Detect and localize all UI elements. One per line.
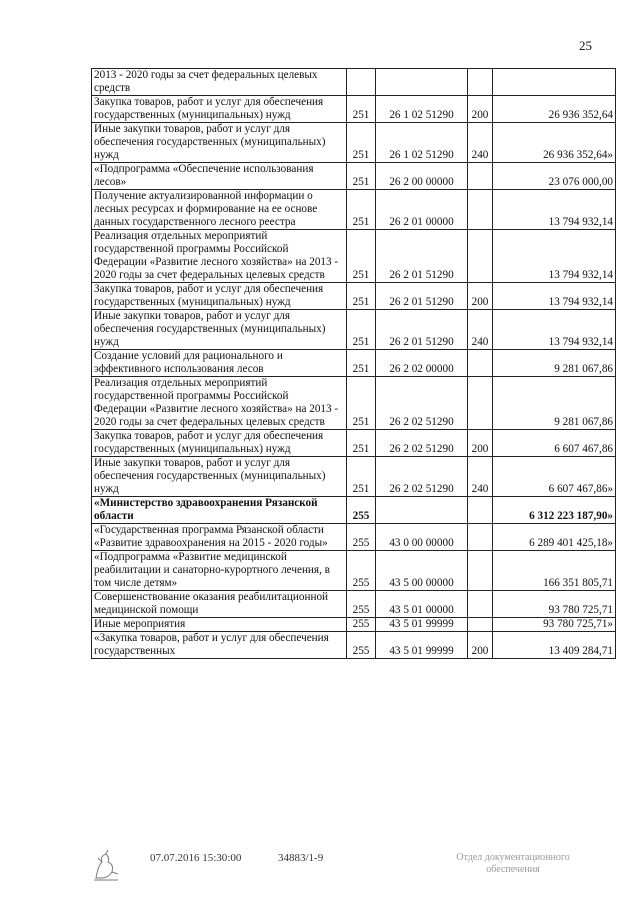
row-amount: 13 794 932,14: [493, 310, 616, 350]
row-gov-code: 251: [347, 163, 376, 190]
row-csr-code: 26 2 01 51290: [376, 310, 468, 350]
row-vr-code: [468, 591, 493, 618]
row-csr-code: [376, 497, 468, 524]
row-csr-code: 26 2 02 51290: [376, 457, 468, 497]
stamp-line-2: обеспечения: [486, 864, 540, 875]
row-vr-code: 200: [468, 430, 493, 457]
row-amount: 13 409 284,71: [493, 632, 616, 659]
row-amount: 6 607 467,86»: [493, 457, 616, 497]
budget-table: [91, 68, 616, 659]
table-row: [92, 310, 616, 350]
row-amount: 26 936 352,64: [493, 96, 616, 123]
row-vr-code: 200: [468, 632, 493, 659]
stamp-line-1: Отдел документационного: [456, 852, 570, 863]
row-description: Закупка товаров, работ и услуг для обеспечения государственных (муниципальных) нужд: [92, 430, 347, 457]
row-description: Закупка товаров, работ и услуг для обеспечения государственных (муниципальных) нужд: [92, 96, 347, 123]
footer-doc-id: 34883/1-9: [278, 852, 324, 864]
row-amount: 13 794 932,14: [493, 230, 616, 283]
row-vr-code: [468, 618, 493, 632]
budget-table-body: [92, 69, 616, 659]
footer-datetime: 07.07.2016 15:30:00: [150, 852, 242, 864]
row-vr-code: [468, 497, 493, 524]
row-vr-code: 200: [468, 96, 493, 123]
row-gov-code: 251: [347, 310, 376, 350]
row-description: Реализация отдельных мероприятий государственной программы Российской Федерации «Развитие лесного хозяйства» на 2013 - 2020 годы за счет федеральных целевых средств: [92, 377, 347, 430]
table-row: [92, 230, 616, 283]
row-vr-code: [468, 190, 493, 230]
table-row: [92, 430, 616, 457]
registration-stamp: [428, 852, 598, 876]
row-description: Реализация отдельных мероприятий государственной программы Российской Федерации «Развитие лесного хозяйства» на 2013 - 2020 годы за счет федеральных целевых средств: [92, 230, 347, 283]
row-description: «Подпрограмма «Развитие медицинской реабилитации и санаторно-курортного лечения, в том числе детям»: [92, 551, 347, 591]
row-csr-code: 26 1 02 51290: [376, 96, 468, 123]
row-vr-code: [468, 377, 493, 430]
table-row: [92, 618, 616, 632]
row-gov-code: 251: [347, 190, 376, 230]
row-gov-code: 255: [347, 524, 376, 551]
row-amount: 166 351 805,71: [493, 551, 616, 591]
row-amount: 13 794 932,14: [493, 283, 616, 310]
table-row: [92, 283, 616, 310]
row-csr-code: 26 2 01 00000: [376, 190, 468, 230]
row-csr-code: 26 2 01 51290: [376, 283, 468, 310]
row-description: «Закупка товаров, работ и услуг для обеспечения государственных: [92, 632, 347, 659]
row-description: Иные мероприятия: [92, 618, 347, 632]
row-csr-code: 26 2 01 51290: [376, 230, 468, 283]
row-gov-code: 251: [347, 377, 376, 430]
row-amount: 26 936 352,64»: [493, 123, 616, 163]
row-gov-code: 255: [347, 591, 376, 618]
table-row: [92, 190, 616, 230]
row-amount: 6 312 223 187,90»: [493, 497, 616, 524]
table-row: [92, 96, 616, 123]
row-amount: 9 281 067,86: [493, 377, 616, 430]
row-description: 2013 - 2020 годы за счет федеральных целевых средств: [92, 69, 347, 96]
table-row: [92, 69, 616, 96]
table-row: [92, 591, 616, 618]
row-gov-code: 251: [347, 430, 376, 457]
row-amount: 13 794 932,14: [493, 190, 616, 230]
row-csr-code: 26 2 00 00000: [376, 163, 468, 190]
row-description: Совершенствование оказания реабилитационной медицинской помощи: [92, 591, 347, 618]
row-gov-code: 255: [347, 551, 376, 591]
row-description: Создание условий для рационального и эффективного использования лесов: [92, 350, 347, 377]
table-row: [92, 163, 616, 190]
row-csr-code: 43 5 01 99999: [376, 632, 468, 659]
row-description: «Подпрограмма «Обеспечение использования лесов»: [92, 163, 347, 190]
row-gov-code: 255: [347, 618, 376, 632]
table-row: [92, 377, 616, 430]
row-csr-code: 26 1 02 51290: [376, 123, 468, 163]
row-description: «Министерство здравоохранения Рязанской области: [92, 497, 347, 524]
row-description: Иные закупки товаров, работ и услуг для обеспечения государственных (муниципальных) нужд: [92, 123, 347, 163]
row-csr-code: 43 5 01 00000: [376, 591, 468, 618]
page-number: 25: [579, 38, 592, 53]
row-vr-code: [468, 163, 493, 190]
row-description: «Государственная программа Рязанской области «Развитие здравоохранения на 2015 - 2020 годы»: [92, 524, 347, 551]
row-gov-code: 251: [347, 457, 376, 497]
row-gov-code: 251: [347, 230, 376, 283]
row-vr-code: 200: [468, 283, 493, 310]
table-row: [92, 551, 616, 591]
row-description: Иные закупки товаров, работ и услуг для обеспечения государственных (муниципальных) нужд: [92, 310, 347, 350]
row-vr-code: 240: [468, 123, 493, 163]
row-amount: 6 607 467,86: [493, 430, 616, 457]
row-gov-code: [347, 69, 376, 96]
row-amount: 9 281 067,86: [493, 350, 616, 377]
coat-of-arms-seal: [88, 848, 128, 884]
row-amount: 6 289 401 425,18»: [493, 524, 616, 551]
row-csr-code: 26 2 02 51290: [376, 377, 468, 430]
row-gov-code: 251: [347, 350, 376, 377]
row-amount: 93 780 725,71»: [493, 618, 616, 632]
table-row: [92, 350, 616, 377]
row-gov-code: 251: [347, 96, 376, 123]
table-row: [92, 457, 616, 497]
row-vr-code: [468, 524, 493, 551]
row-gov-code: 251: [347, 123, 376, 163]
row-description: Закупка товаров, работ и услуг для обеспечения государственных (муниципальных) нужд: [92, 283, 347, 310]
row-csr-code: 43 0 00 00000: [376, 524, 468, 551]
row-description: Получение актуализированной информации о лесных ресурсах и формирование на ее основе данных государственного лесного реестра: [92, 190, 347, 230]
row-amount: [493, 69, 616, 96]
table-row: [92, 497, 616, 524]
row-csr-code: 26 2 02 51290: [376, 430, 468, 457]
row-vr-code: 240: [468, 310, 493, 350]
row-vr-code: [468, 69, 493, 96]
row-csr-code: 43 5 00 00000: [376, 551, 468, 591]
row-gov-code: 255: [347, 632, 376, 659]
row-vr-code: [468, 230, 493, 283]
table-row: [92, 524, 616, 551]
row-vr-code: [468, 551, 493, 591]
row-vr-code: [468, 350, 493, 377]
table-row: [92, 632, 616, 659]
row-description: Иные закупки товаров, работ и услуг для обеспечения государственных (муниципальных) нужд: [92, 457, 347, 497]
row-gov-code: 255: [347, 497, 376, 524]
row-amount: 23 076 000,00: [493, 163, 616, 190]
row-amount: 93 780 725,71: [493, 591, 616, 618]
row-csr-code: 43 5 01 99999: [376, 618, 468, 632]
row-csr-code: 26 2 02 00000: [376, 350, 468, 377]
row-vr-code: 240: [468, 457, 493, 497]
row-gov-code: 251: [347, 283, 376, 310]
row-csr-code: [376, 69, 468, 96]
table-row: [92, 123, 616, 163]
